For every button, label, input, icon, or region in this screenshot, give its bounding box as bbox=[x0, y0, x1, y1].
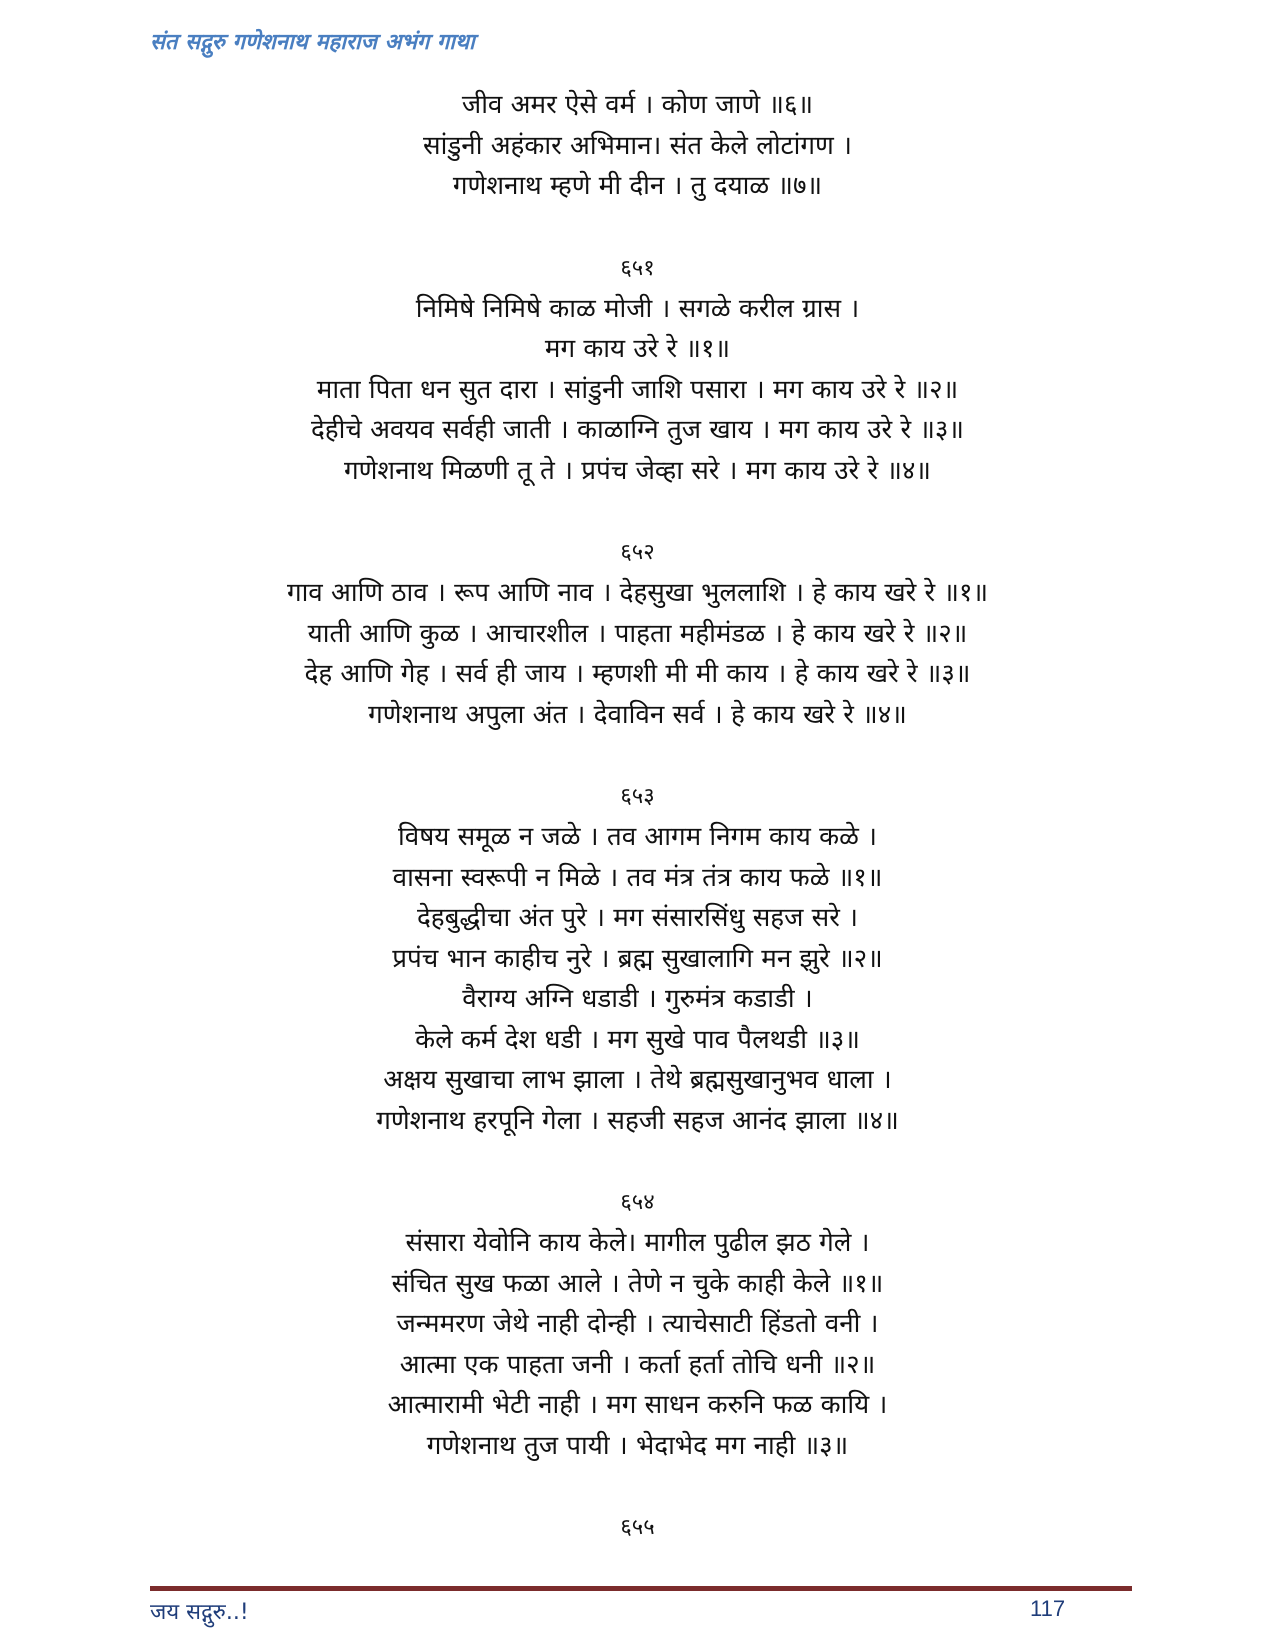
verse-line: मग काय उरे रे ॥१॥ bbox=[544, 334, 731, 364]
page-header-title: संत सद्गुरु गणेशनाथ महाराज अभंग गाथा bbox=[150, 30, 475, 55]
verse-line: देहबुद्धीचा अंत पुरे । मग संसारसिंधु सहज सरे । bbox=[416, 903, 858, 933]
verse-line: अक्षय सुखाचा लाभ झाला । तेथे ब्रह्मसुखानुभव धाला । bbox=[383, 1065, 892, 1095]
verse-line: याती आणि कुळ । आचारशील । पाहता महीमंडळ । हे काय खरे रे ॥२॥ bbox=[307, 618, 968, 649]
verse-line: केले कर्म देश धडी । मग सुखे पाव पैलथडी ॥३॥ bbox=[415, 1024, 860, 1055]
footer-text: जय सद्गुरु..! bbox=[150, 1600, 249, 1625]
verse-line: प्रपंच भान काहीच नुरे । ब्रह्म सुखालागि मन झुरे ॥२॥ bbox=[392, 943, 883, 974]
abhang-654 bbox=[0, 1185, 1275, 1466]
verse-line: संचित सुख फळा आले । तेणे न चुके काही केले ॥१॥ bbox=[391, 1268, 884, 1299]
verse-line: वासना स्वरूपी न मिळे । तव मंत्र तंत्र काय फळे ॥१॥ bbox=[392, 862, 883, 893]
abhang-652 bbox=[0, 535, 1275, 735]
verse-line: सांडुनी अहंकार अभिमान। संत केले लोटांगण । bbox=[423, 130, 852, 161]
verse-line: आत्मारामी भेटी नाही । मग साधन करुनि फळ कायि । bbox=[387, 1390, 888, 1420]
abhang-653 bbox=[0, 779, 1275, 1141]
page-content bbox=[0, 85, 1275, 1590]
verse-line: निमिषे निमिषे काळ मोजी । सगळे करील ग्रास । bbox=[415, 293, 860, 324]
verse-line: गणेशनाथ तुज पायी । भेदाभेद मग नाही ॥३॥ bbox=[426, 1430, 849, 1461]
abhang-number: ६५२ bbox=[620, 540, 655, 565]
continuation-verses bbox=[0, 85, 1275, 207]
verse-line: गणेशनाथ मिळणी तू ते । प्रपंच जेव्हा सरे । मग काय उरे रे ॥४॥ bbox=[343, 455, 932, 486]
verse-line: संसारा येवोनि काय केले। मागील पुढील झठ गेले । bbox=[405, 1228, 870, 1258]
verse-line: गणेशनाथ अपुला अंत । देवाविन सर्व । हे काय खरे रे ॥४॥ bbox=[368, 699, 907, 730]
verse-line: गणेशनाथ म्हणे मी दीन । तु दयाळ ॥७॥ bbox=[452, 171, 823, 201]
verse-line: गणेशनाथ हरपूनि गेला । सहजी सहज आनंद झाला ॥४॥ bbox=[376, 1105, 899, 1136]
verse-line: गाव आणि ठाव । रूप आणि नाव । देहसुखा भुललाशि । हे काय खरे रे ॥१॥ bbox=[286, 578, 989, 608]
abhang-number: ६५५ bbox=[620, 1515, 655, 1540]
verse-line: देह आणि गेह । सर्व ही जाय । म्हणशी मी मी काय । हे काय खरे रे ॥३॥ bbox=[304, 659, 971, 689]
abhang-number: ६५३ bbox=[620, 784, 655, 809]
verse-line: जन्ममरण जेथे नाही दोन्ही । त्याचेसाटी हिंडतो वनी । bbox=[396, 1309, 879, 1339]
footer-divider bbox=[150, 1586, 1132, 1591]
verse-line: विषय समूळ न जळे । तव आगम निगम काय कळे । bbox=[398, 822, 877, 852]
verse-line: आत्मा एक पाहता जनी । कर्ता हर्ता तोचि धनी ॥२॥ bbox=[399, 1349, 876, 1380]
abhang-number: ६५४ bbox=[620, 1190, 655, 1215]
abhang-number: ६५१ bbox=[620, 255, 655, 281]
page-number: 117 bbox=[1030, 1596, 1066, 1621]
abhang-655 bbox=[0, 1510, 1275, 1546]
abhang-651 bbox=[0, 251, 1275, 492]
verse-line: माता पिता धन सुत दारा । सांडुनी जाशि पसारा । मग काय उरे रे ॥२॥ bbox=[316, 374, 959, 405]
verse-line: वैराग्य अग्नि धडाडी । गुरुमंत्र कडाडी । bbox=[462, 984, 813, 1014]
verse-line: जीव अमर ऐसे वर्म । कोण जाणे ॥६॥ bbox=[461, 90, 814, 120]
verse-line: देहीचे अवयव सर्वही जाती । काळाग्नि तुज खाय । मग काय उरे रे ॥३॥ bbox=[310, 415, 965, 445]
